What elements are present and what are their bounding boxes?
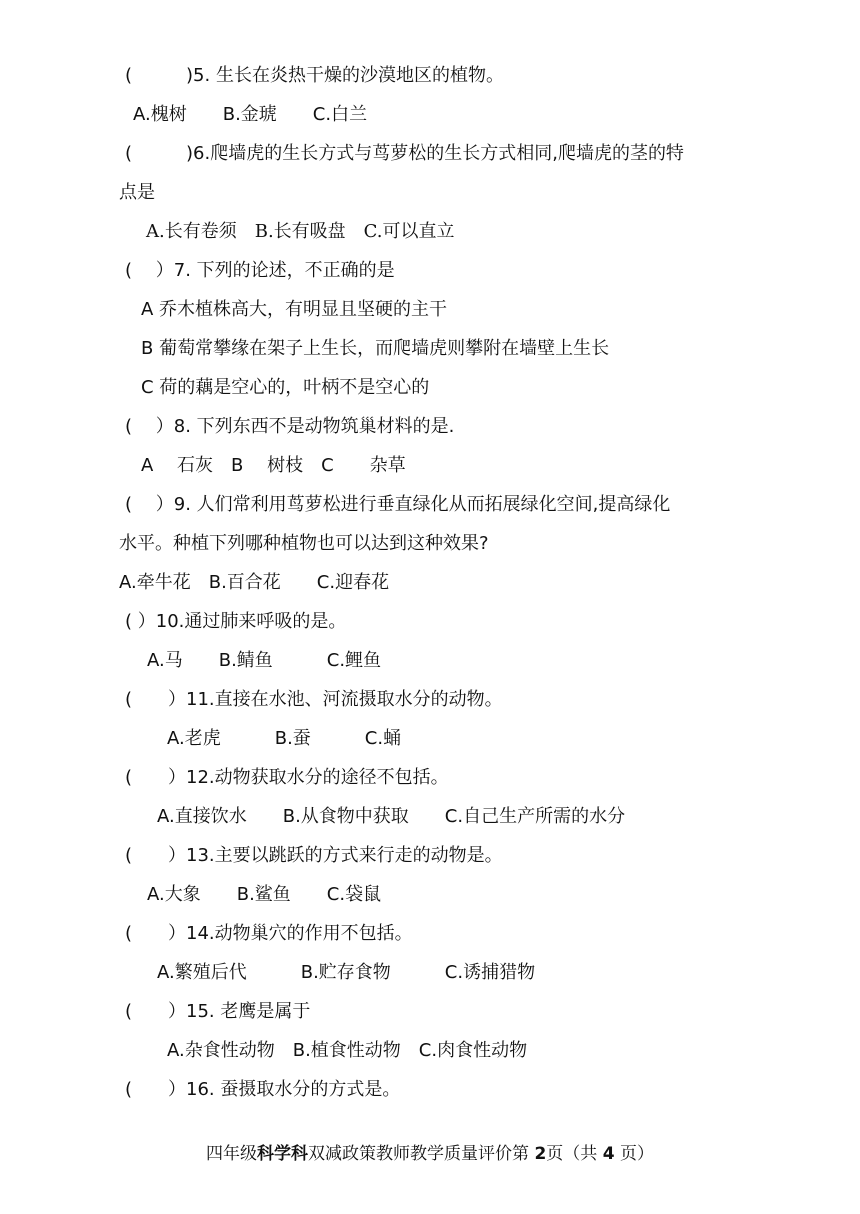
- question-8-options: A 石灰 B 树枝 C 杂草: [141, 455, 406, 476]
- footer-page-label: 页（共: [546, 1144, 603, 1164]
- question-10-options: A.马 B.鲭鱼 C.鲤鱼: [147, 650, 382, 671]
- question-10-stem: ( ）10.通过肺来呼吸的是。: [125, 611, 347, 632]
- question-11-options: A.老虎 B.蚕 C.蛹: [167, 728, 402, 749]
- footer-total-pages: 4: [602, 1144, 615, 1164]
- question-6-options: A.长有卷须 B.长有吸盘 C.可以直立: [146, 221, 455, 242]
- footer-page-suffix: 页）: [614, 1144, 654, 1164]
- question-13-stem: ( ）13.主要以跳跃的方式来行走的动物是。: [125, 845, 503, 866]
- question-7-option-a: A 乔木植株高大，有明显且坚硬的主干: [141, 299, 448, 320]
- footer-page-number: 2: [534, 1144, 547, 1164]
- question-12-options: A.直接饮水 B.从食物中获取 C.自己生产所需的水分: [157, 806, 626, 827]
- footer-grade: 四年级: [206, 1144, 258, 1164]
- question-15-options: A.杂食性动物 B.植食性动物 C.肉食性动物: [167, 1040, 528, 1061]
- question-5-stem: ( )5. 生长在炎热干燥的沙漠地区的植物。: [125, 65, 504, 86]
- question-16-stem: ( ）16. 蚕摄取水分的方式是。: [125, 1079, 401, 1100]
- footer-title: 双减政策教师教学质量评价第: [308, 1144, 535, 1164]
- page-footer: [0, 1139, 860, 1164]
- question-9-options: A.牵牛花 B.百合花 C.迎春花: [119, 572, 390, 593]
- question-6-stem-continued: 点是: [119, 182, 155, 203]
- question-7-option-b: B 葡萄常攀缘在架子上生长，而爬墙虎则攀附在墙壁上生长: [141, 338, 610, 359]
- question-7-option-c: C 荷的藕是空心的，叶柄不是空心的: [141, 377, 430, 398]
- question-6-stem: ( )6.爬墙虎的生长方式与茑萝松的生长方式相同,爬墙虎的茎的特: [125, 143, 684, 164]
- question-13-options: A.大象 B.鲨鱼 C.袋鼠: [147, 884, 382, 905]
- question-14-stem: ( ）14.动物巢穴的作用不包括。: [125, 923, 413, 944]
- question-11-stem: ( ）11.直接在水池、河流摄取水分的动物。: [125, 689, 503, 710]
- question-14-options: A.繁殖后代 B.贮存食物 C.诱捕猎物: [157, 962, 536, 983]
- question-12-stem: ( ）12.动物获取水分的途径不包括。: [125, 767, 449, 788]
- footer-subject: 科学科: [257, 1144, 309, 1164]
- question-5-options: A.槐树 B.金琥 C.白兰: [133, 104, 368, 125]
- question-9-stem: ( ）9. 人们常利用茑萝松进行垂直绿化从而拓展绿化空间,提高绿化: [125, 494, 671, 515]
- question-8-stem: ( ）8. 下列东西不是动物筑巢材料的是.: [125, 416, 455, 437]
- question-9-stem-continued: 水平。种植下列哪种植物也可以达到这种效果?: [119, 533, 489, 554]
- question-15-stem: ( ）15. 老鹰是属于: [125, 1001, 311, 1022]
- question-7-stem: ( ）7. 下列的论述，不正确的是: [125, 260, 395, 281]
